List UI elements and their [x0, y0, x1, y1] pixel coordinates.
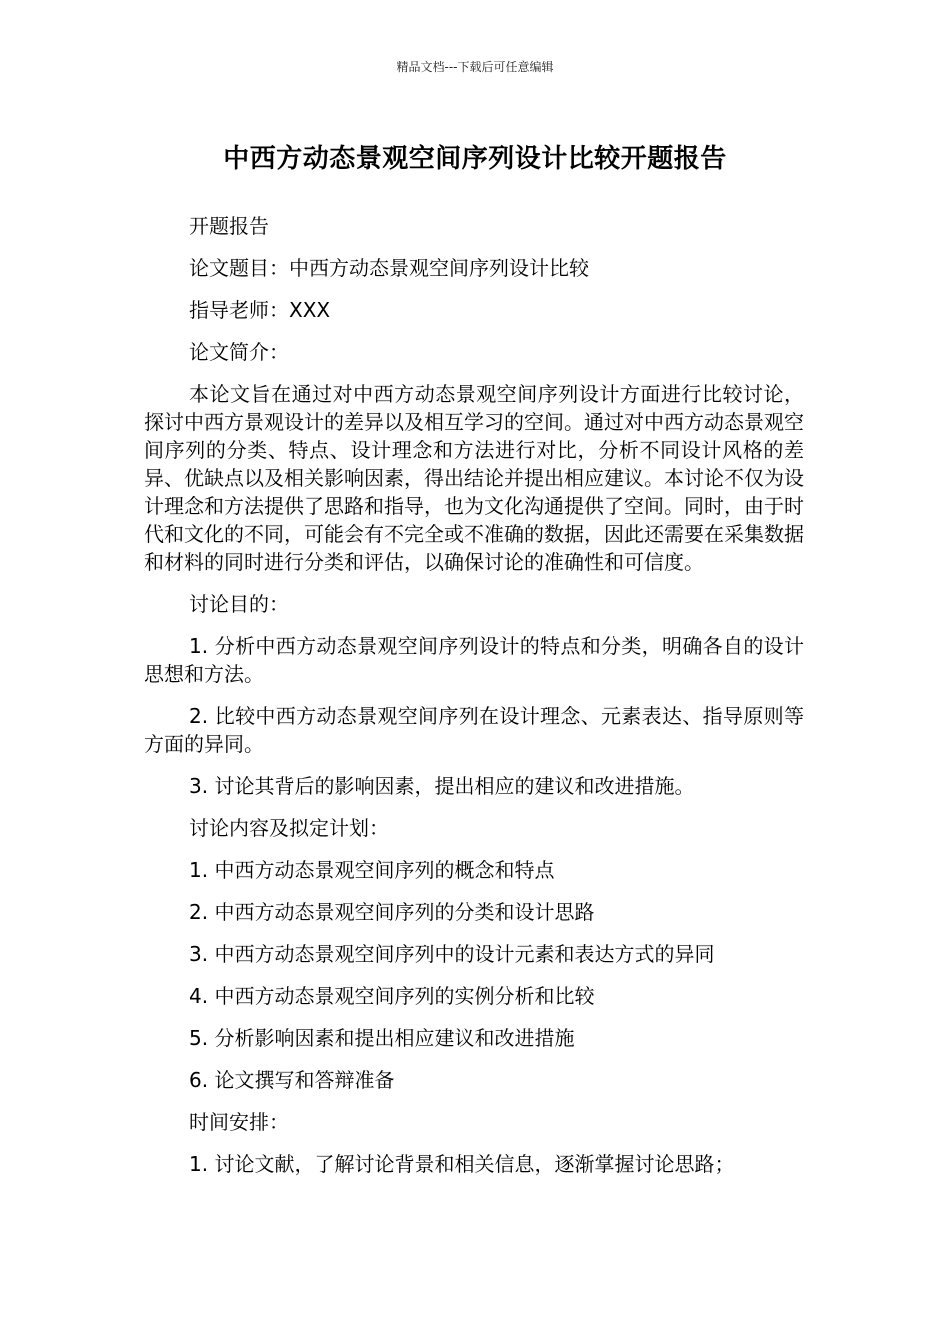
paragraph-intro-heading: 论文简介： — [189, 340, 289, 364]
paragraph-plan-5: 5. 分析影响因素和提出相应建议和改进措施 — [189, 1026, 575, 1050]
paragraph-plan-1: 1. 中西方动态景观空间序列的概念和特点 — [189, 858, 555, 882]
paragraph-schedule-1: 1. 讨论文献，了解讨论背景和相关信息，逐渐掌握讨论思路； — [189, 1152, 735, 1176]
paragraph-purpose-3: 3. 讨论其背后的影响因素，提出相应的建议和改进措施。 — [189, 774, 695, 798]
paragraph-plan-4: 4. 中西方动态景观空间序列的实例分析和比较 — [189, 984, 595, 1008]
paragraph-purpose-1: 1. 分析中西方动态景观空间序列设计的特点和分类，明确各自的设计思想和方法。 — [144, 634, 804, 686]
document-body — [144, 212, 804, 1192]
paragraph-schedule-heading: 时间安排： — [189, 1110, 289, 1134]
paragraph-intro-body: 本论文旨在通过对中西方动态景观空间序列设计方面进行比较讨论，探讨中西方景观设计的差异以及相互学习的空间。通过对中西方动态景观空间序列的分类、特点、设计理念和方法进行对比，分析不同设计风格的差异、优缺点以及相关影响因素，得出结论并提出相应建议。本讨论不仅为设计理念和方法提供了思路和指导，也为文化沟通提供了空间。同时，由于时代和文化的不同，可能会有不完全或不准确的数据，因此还需要在采集数据和材料的同时进行分类和评估，以确保讨论的准确性和可信度。 — [144, 382, 804, 574]
header-note: 精品文档---下载后可任意编辑 — [396, 60, 554, 74]
paragraph-purpose-2: 2. 比较中西方动态景观空间序列在设计理念、元素表达、指导原则等方面的异同。 — [144, 704, 804, 756]
paragraph-thesis-title: 论文题目：中西方动态景观空间序列设计比较 — [189, 256, 589, 280]
paragraph-plan-heading: 讨论内容及拟定计划： — [189, 816, 389, 840]
paragraph-report-label: 开题报告 — [189, 214, 269, 238]
document-title: 中西方动态景观空间序列设计比较开题报告 — [223, 144, 727, 174]
paragraph-plan-2: 2. 中西方动态景观空间序列的分类和设计思路 — [189, 900, 595, 924]
paragraph-advisor: 指导老师：XXX — [189, 298, 331, 322]
paragraph-purpose-heading: 讨论目的： — [189, 592, 289, 616]
paragraph-plan-3: 3. 中西方动态景观空间序列中的设计元素和表达方式的异同 — [189, 942, 715, 966]
paragraph-plan-6: 6. 论文撰写和答辩准备 — [189, 1068, 395, 1092]
